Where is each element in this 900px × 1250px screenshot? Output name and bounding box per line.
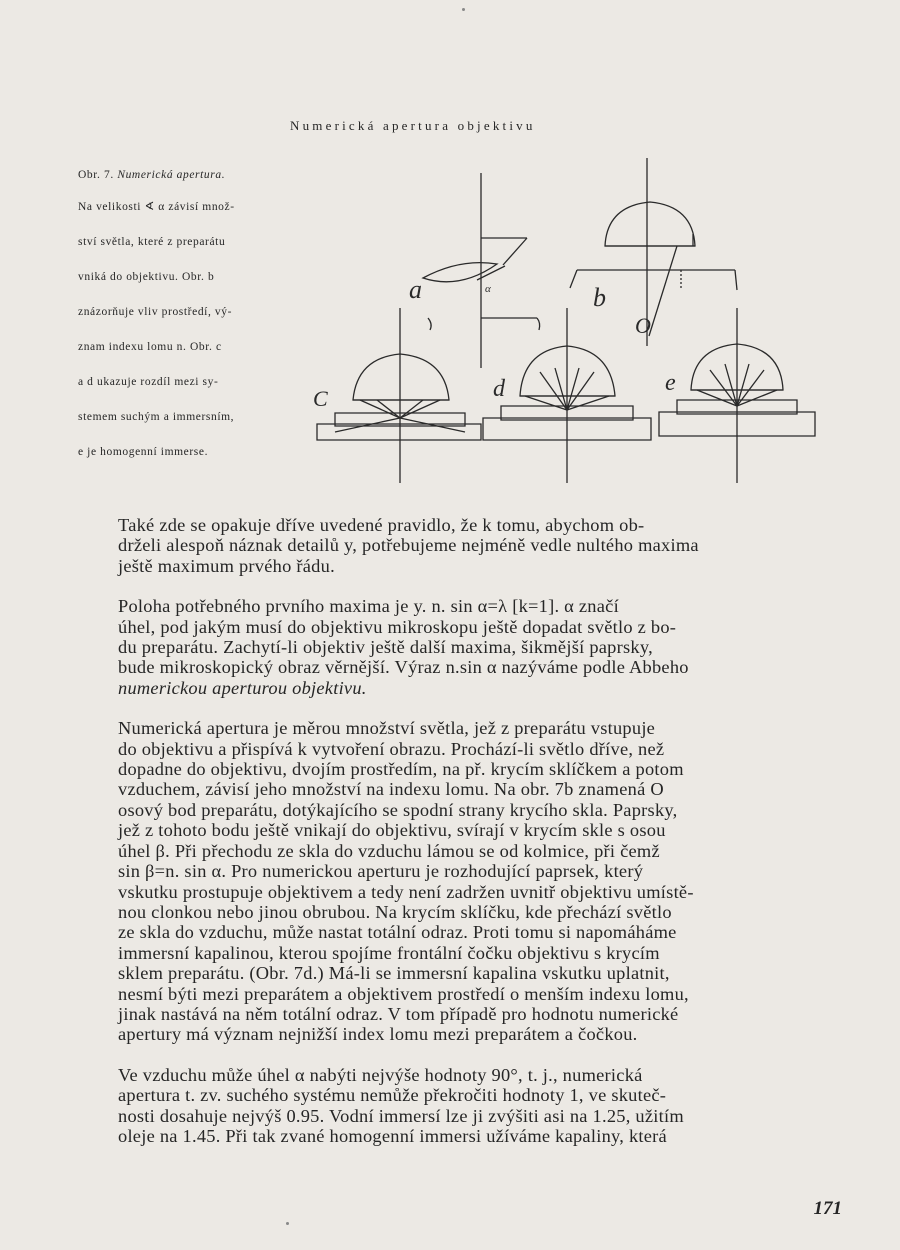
print-speck (286, 1222, 289, 1225)
text-line: apertura t. zv. suchého systému nemůže překročiti hodnoty 1, ve skuteč- (118, 1085, 667, 1106)
figure-caption (78, 160, 298, 470)
caption-line: znázorňuje vliv prostředí, vý- (78, 306, 233, 318)
text-line: úhel β. Při přechodu ze skla do vzduchu lámou se od kolmice, při čemž (118, 840, 660, 861)
text-line: nou clonkou nebo jinou obrubou. Na krycím sklíčku, kde přechází světlo (118, 901, 672, 922)
text-line: Poloha potřebného prvního maxima je y. n. sin α=λ [k=1]. α značí (118, 596, 619, 617)
running-head: Numerická apertura objektivu (290, 118, 536, 133)
panel-e-homogeneous-immersion (659, 308, 815, 483)
text-line: numerickou aperturou objektivu. (118, 677, 367, 698)
text-line: osový bod preparátu, dotýkajícího se spodní strany krycího skla. Paprsky, (118, 799, 678, 820)
text-line: du preparátu. Zachytí-li objektiv ještě další maxima, šikmější paprsky, (118, 637, 653, 658)
text-line: ještě maximum prvého řádu. (118, 555, 335, 576)
text-line: bude mikroskopický obraz věrnější. Výraz n.sin α nazýváme podle Abbeho (118, 657, 689, 678)
text-line: Numerická apertura je měrou množství světla, jež z preparátu vstupuje (118, 718, 656, 739)
label-alpha: α (485, 283, 491, 295)
caption-line: ství světla, které z preparátu (78, 236, 226, 248)
print-speck (462, 8, 465, 11)
text-line: sin β=n. sin α. Pro numerickou aperturu je rozhodující paprsek, který (118, 861, 644, 882)
text-line: úhel, pod jakým musí do objektivu mikroskopu ještě dopadat světlo z bo- (118, 616, 677, 637)
caption-line: Na velikosti ∢ α závisí množ- (78, 201, 235, 213)
label-o: O (635, 313, 651, 338)
paragraph (118, 515, 838, 576)
paragraph (118, 718, 838, 1045)
text-line: ze skla do vzduchu, může nastat totální odraz. Proti tomu si napomáháme (118, 922, 677, 943)
text-line: nesmí býti mezi preparátem a objektivem prostředí o menším indexu lomu, (118, 983, 689, 1004)
text-line: Ve vzduchu může úhel α nabýti nejvýše hodnoty 90°, t. j., numerická (118, 1064, 643, 1085)
text-line: vskutku prostupuje objektivem a tedy není zadržen uvnitř objektivu umístě- (118, 881, 694, 902)
text-line: do objektivu a přispívá k vytvoření obrazu. Prochází-li světlo dříve, než (118, 738, 665, 759)
caption-line: a d ukazuje rozdíl mezi sy- (78, 376, 219, 388)
label-e: e (665, 370, 676, 396)
text-line: immersní kapalinou, kterou spojíme frontální čočku objektivu s krycím (118, 942, 660, 963)
text-line: nosti dosahuje nejvýš 0.95. Vodní immersí lze ji zvýšiti asi na 1.25, užitím (118, 1105, 684, 1126)
caption-figure-title: Numerická apertura. (117, 169, 226, 181)
caption-figure-number: Obr. 7. (78, 169, 114, 181)
paragraph (118, 596, 838, 698)
caption-line: znam indexu lomu n. Obr. c (78, 341, 222, 353)
label-d: d (493, 376, 505, 402)
caption-line: vniká do objektivu. Obr. b (78, 271, 215, 283)
caption-line: e je homogenní immerse. (78, 446, 209, 458)
text-line: apertury má význam nejnižší index lomu mezi preparátem a čočkou. (118, 1024, 638, 1045)
body-text (118, 515, 838, 1166)
panel-c-dry-system (317, 308, 481, 483)
optics-diagram (305, 158, 835, 498)
panel-d-immersion-system (483, 308, 651, 483)
page-number: 171 (813, 1198, 842, 1219)
label-b: b (593, 283, 606, 312)
paragraph (118, 1065, 838, 1147)
text-line: dopadne do objektivu, dvojím prostředím, na př. krycím sklíčkem a potom (118, 759, 684, 780)
panel-a-lens (423, 173, 540, 368)
caption-line: stemem suchým a immersním, (78, 411, 235, 423)
text-line: jež z tohoto bodu ještě vnikají do objektivu, svírají v krycím skle s osou (118, 820, 666, 841)
numerical-aperture-figure (305, 158, 835, 498)
text-line: jinak nastává na něm totální odraz. V tom případě pro hodnotu numerické (118, 1003, 679, 1024)
label-c: C (313, 386, 328, 411)
text-line: vzduchem, závisí jeho množství na indexu lomu. Na obr. 7b znamená O (118, 779, 664, 800)
text-line: Také zde se opakuje dříve uvedené pravidlo, že k tomu, abychom ob- (118, 515, 645, 535)
text-line: drželi alespoň náznak detailů y, potřebujeme nejméně vedle nultého maxima (118, 535, 699, 556)
panel-b-objective (570, 158, 737, 346)
text-line: sklem preparátu. (Obr. 7d.) Má-li se immersní kapalina vskutku uplatnit, (118, 963, 670, 984)
label-a: a (409, 275, 422, 304)
caption-title-line (78, 160, 298, 190)
text-line: oleje na 1.45. Při tak zvané homogenní immersi užíváme kapaliny, která (118, 1125, 667, 1146)
